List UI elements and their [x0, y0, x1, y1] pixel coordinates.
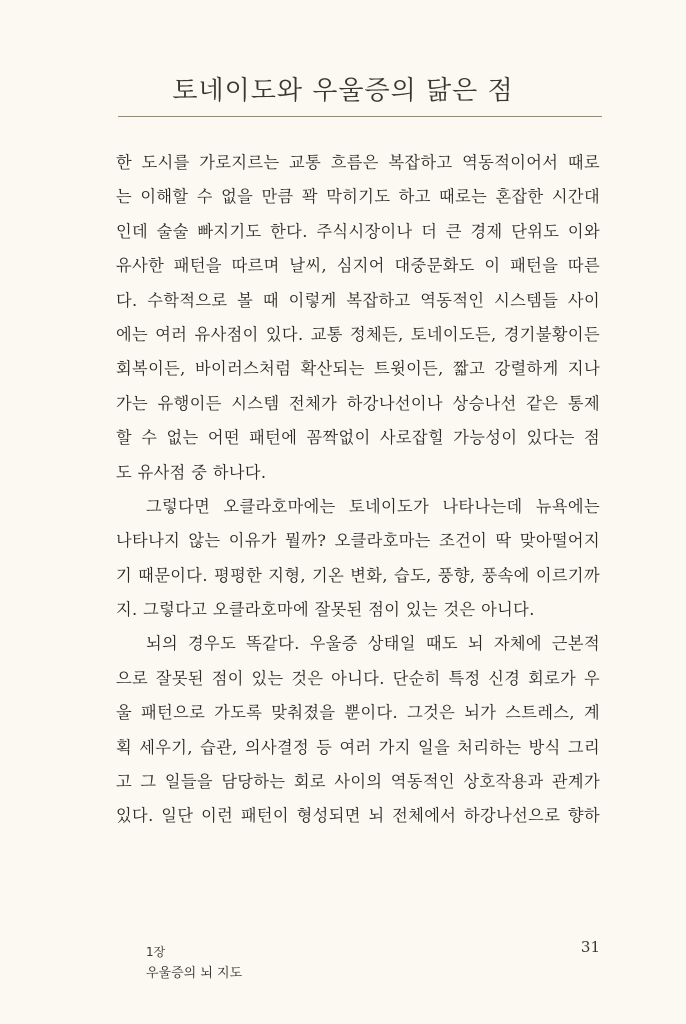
body-text — [116, 146, 600, 834]
text-line: 나타나지 않는 이유가 뭘까? 오클라호마는 조건이 딱 맞아떨어지 — [116, 531, 600, 551]
text-line: 도 유사점 중 하나다. — [116, 462, 267, 482]
footer-chapter: 1장 — [146, 945, 166, 959]
text-line: 고 그 일들을 담당하는 회로 사이의 역동적인 상호작용과 관계가 — [116, 772, 600, 792]
text-line: 획 세우기, 습관, 의사결정 등 여러 가지 일을 처리하는 방식 그리 — [116, 737, 600, 757]
text-line: 으로 잘못된 점이 있는 것은 아니다. 단순히 특정 신경 회로가 우 — [116, 668, 600, 688]
footer-chapter-title: 우울증의 뇌 지도 — [146, 966, 243, 981]
text-line: 가는 유행이든 시스템 전체가 하강나선이나 상승나선 같은 통제 — [116, 393, 600, 413]
text-line: 있다. 일단 이런 패턴이 형성되면 뇌 전체에서 하강나선으로 향하 — [116, 806, 600, 826]
page-title: 토네이도와 우울증의 닮은 점 — [172, 76, 514, 106]
text-line: 기 때문이다. 평평한 지형, 기온 변화, 습도, 풍향, 풍속에 이르기까 — [116, 565, 600, 585]
text-line: 할 수 없는 어떤 패턴에 꼼짝없이 사로잡힐 가능성이 있다는 점 — [116, 428, 600, 448]
text-line: 그렇다면 오클라호마에는 토네이도가 나타나는데 뉴욕에는 — [146, 496, 600, 516]
text-line: 다. 수학적으로 볼 때 이렇게 복잡하고 역동적인 시스템들 사이 — [116, 290, 600, 310]
text-line: 회복이든, 바이러스처럼 확산되는 트윗이든, 짧고 강렬하게 지나 — [116, 359, 600, 379]
text-line: 유사한 패턴을 따르며 날씨, 심지어 대중문화도 이 패턴을 따른 — [116, 256, 600, 276]
text-line: 뇌의 경우도 똑같다. 우울증 상태일 때도 뇌 자체에 근본적 — [146, 634, 600, 654]
text-line: 에는 여러 유사점이 있다. 교통 정체든, 토네이도든, 경기불황이든 — [116, 324, 600, 344]
page-number: 31 — [580, 938, 600, 956]
text-line: 한 도시를 가로지르는 교통 흐름은 복잡하고 역동적이어서 때로 — [116, 153, 600, 172]
text-line: 지. 그렇다고 오클라호마에 잘못된 점이 있는 것은 아니다. — [116, 600, 535, 620]
title-divider — [118, 116, 602, 117]
text-line: 인데 술술 빠지기도 한다. 주식시장이나 더 큰 경제 단위도 이와 — [116, 221, 600, 241]
text-line: 울 패턴으로 가도록 맞춰졌을 뿐이다. 그것은 뇌가 스트레스, 계 — [116, 703, 600, 723]
text-line: 는 이해할 수 없을 만큼 꽉 막히기도 하고 때로는 혼잡한 시간대 — [116, 187, 600, 207]
